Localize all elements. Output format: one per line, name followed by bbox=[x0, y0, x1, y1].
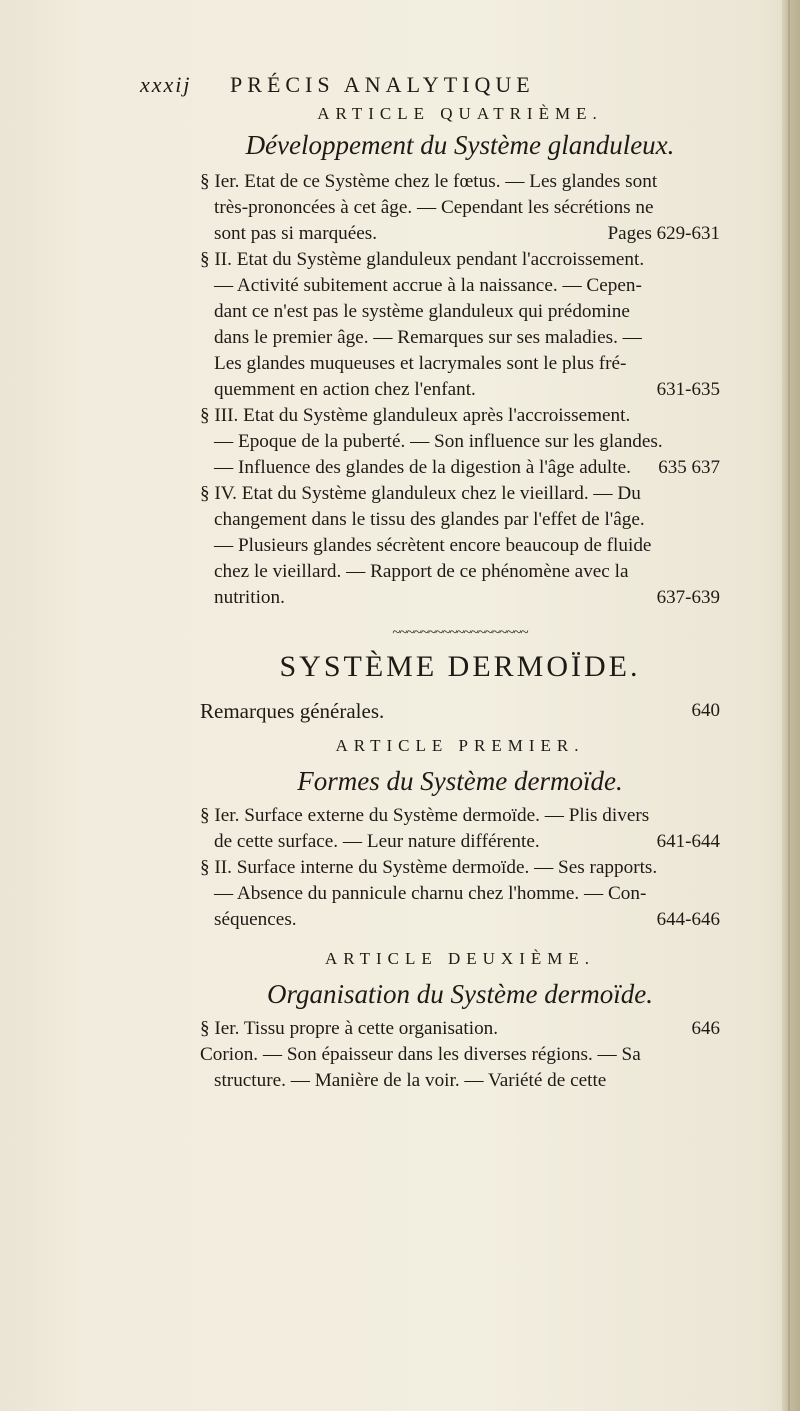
summary-entry bbox=[200, 403, 720, 481]
page-edge-line bbox=[788, 0, 790, 1411]
entry-line: § II. Surface interne du Système dermoïde. — Ses rapports. bbox=[200, 857, 658, 878]
entry-line: nutrition. 637-639 bbox=[200, 585, 720, 611]
page-reference: 646 bbox=[691, 1018, 720, 1039]
analytic-summary bbox=[200, 104, 720, 1094]
entry-line: § Ier. Tissu propre à cette organisation. 646 bbox=[200, 1016, 720, 1042]
summary-entry bbox=[200, 481, 720, 611]
page-reference: 644-646 bbox=[656, 909, 720, 930]
entry-line: — Influence des glandes de la digestion à l'âge adulte. 635 637 bbox=[200, 455, 720, 481]
article-1-title: Formes du Système dermoïde. bbox=[297, 766, 623, 796]
summary-entry bbox=[200, 855, 720, 933]
entry-line: séquences. 644-646 bbox=[200, 907, 720, 933]
entry-line: de cette surface. — Leur nature différente. 641-644 bbox=[200, 829, 720, 855]
entry-line: structure. — Manière de la voir. — Variété de cette bbox=[214, 1070, 607, 1091]
running-header bbox=[140, 72, 760, 98]
entry-line: § III. Etat du Système glanduleux après l'accroissement. bbox=[200, 405, 631, 426]
article-4-label: ARTICLE QUATRIÈME. bbox=[317, 104, 603, 123]
page-reference: 637-639 bbox=[656, 587, 720, 608]
entry-line: quemment en action chez l'enfant. 631-635 bbox=[200, 377, 720, 403]
entry-line: § Ier. Etat de ce Système chez le fœtus. — Les glandes sont bbox=[200, 171, 658, 192]
page-reference: Pages 629-631 bbox=[607, 223, 720, 244]
entry-line: très-prononcées à cet âge. — Cependant les sécrétions ne bbox=[214, 197, 654, 218]
entry-line: — Activité subitement accrue à la naissance. — Cepen- bbox=[214, 275, 642, 296]
entry-line: § IV. Etat du Système glanduleux chez le vieillard. — Du bbox=[200, 483, 641, 504]
page-reference: 641-644 bbox=[656, 831, 720, 852]
general-remarks-page: 640 bbox=[691, 700, 720, 721]
entry-line: § Ier. Surface externe du Système dermoïde. — Plis divers bbox=[200, 805, 650, 826]
entry-line: sont pas si marquées. Pages 629-631 bbox=[200, 221, 720, 247]
general-remarks bbox=[200, 698, 720, 724]
article-2-title: Organisation du Système dermoïde. bbox=[267, 979, 653, 1009]
summary-entry bbox=[200, 803, 720, 855]
article-2-label: ARTICLE DEUXIÈME. bbox=[324, 949, 595, 968]
entry-line: — Absence du pannicule charnu chez l'homme. — Con- bbox=[214, 883, 647, 904]
summary-entry bbox=[200, 247, 720, 403]
page-edge bbox=[782, 0, 800, 1411]
entry-line: dans le premier âge. — Remarques sur ses maladies. — bbox=[214, 327, 642, 348]
entry-line: — Plusieurs glandes sécrètent encore beaucoup de fluide bbox=[214, 535, 652, 556]
article-4-title: Développement du Système glanduleux. bbox=[245, 130, 675, 160]
page-folio: xxxij bbox=[140, 72, 192, 97]
summary-entry bbox=[200, 1042, 720, 1094]
summary-entry bbox=[200, 1016, 720, 1042]
entry-line: changement dans le tissu des glandes par l'effet de l'âge. bbox=[214, 509, 645, 530]
article-1-label: ARTICLE PREMIER. bbox=[335, 736, 585, 755]
entry-line: — Epoque de la puberté. — Son influence sur les glandes. bbox=[214, 431, 663, 452]
entry-line: § II. Etat du Système glanduleux pendant l'accroissement. bbox=[200, 249, 645, 270]
summary-entry bbox=[200, 169, 720, 247]
page-reference: 631-635 bbox=[656, 379, 720, 400]
running-title: PRÉCIS ANALYTIQUE bbox=[230, 72, 535, 97]
section-title: SYSTÈME DERMOÏDE. bbox=[279, 650, 641, 683]
entry-line: chez le vieillard. — Rapport de ce phénomène avec la bbox=[214, 561, 629, 582]
entry-line: Corion. — Son épaisseur dans les diverses régions. — Sa bbox=[200, 1044, 641, 1065]
entry-line: dant ce n'est pas le système glanduleux qui prédomine bbox=[214, 301, 630, 322]
article-4-entries bbox=[200, 169, 720, 611]
general-remarks-label: Remarques générales. bbox=[200, 699, 385, 723]
entry-line: Les glandes muqueuses et lacrymales sont le plus fré- bbox=[214, 353, 627, 374]
article-1-entries bbox=[200, 803, 720, 933]
article-2-entries bbox=[200, 1016, 720, 1094]
page-reference: 635 637 bbox=[658, 457, 720, 478]
ornament-rule: ~~~~~~~~~~~~~~~~~~~ bbox=[392, 625, 528, 641]
